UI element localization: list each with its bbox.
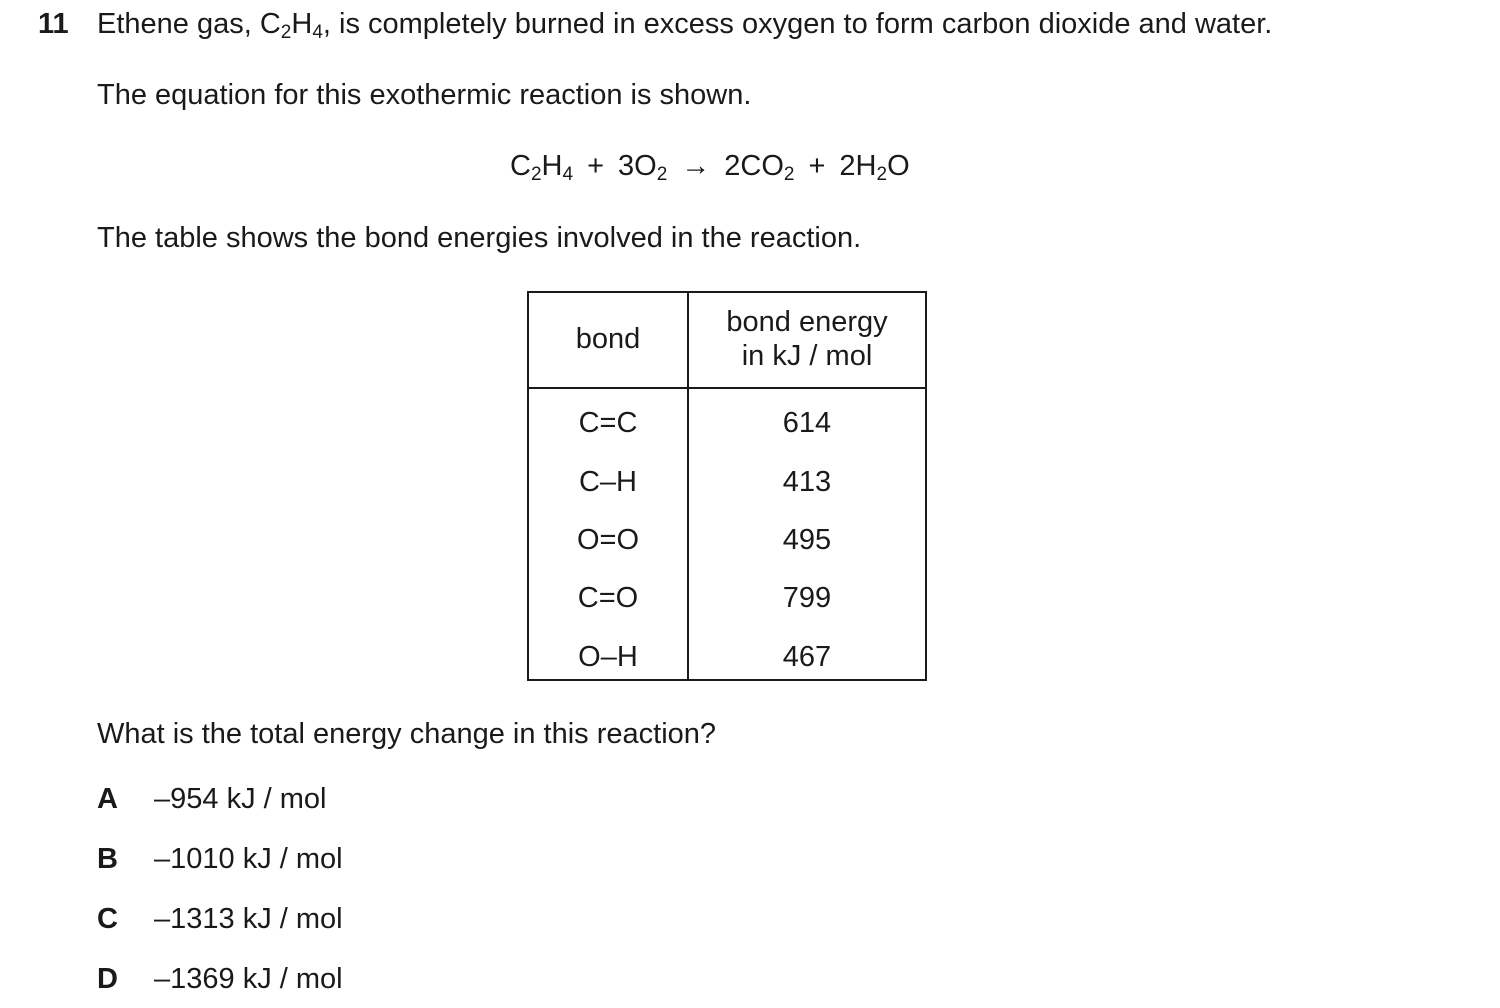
product-carbon-dioxide: $2CO_2$ bbox=[724, 150, 795, 185]
option-b-letter[interactable]: B bbox=[97, 843, 118, 875]
option-b-text[interactable]: –1010 kJ / mol bbox=[154, 843, 343, 875]
bond-cell: O–H bbox=[578, 641, 638, 673]
option-a-text[interactable]: –954 kJ / mol bbox=[154, 783, 327, 815]
question-intro bbox=[97, 8, 1272, 41]
option-a-letter[interactable]: A bbox=[97, 783, 118, 815]
header-energy-line1: bond energy bbox=[726, 306, 888, 338]
bond-cell: C=O bbox=[577, 582, 639, 614]
header-energy-line2: in kJ / mol bbox=[741, 340, 873, 372]
question-prompt: What is the total energy change in this reaction? bbox=[97, 718, 717, 750]
reaction-arrow: → bbox=[681, 150, 711, 182]
intro-subscript-4: 4 bbox=[312, 22, 323, 43]
product-water: $2H_2O$ bbox=[839, 150, 910, 185]
bond-cell: O=O bbox=[576, 524, 640, 556]
intro-text-post: , is completely burned in excess oxygen to form carbon dioxide and water. bbox=[322, 8, 1273, 40]
question-number: 11 bbox=[38, 8, 69, 40]
plus-sign: + bbox=[587, 150, 604, 182]
reactant-ethene: $C_2H_4$ bbox=[510, 150, 574, 185]
bond-energy-table bbox=[527, 291, 927, 681]
intro-subscript-2: 2 bbox=[280, 22, 292, 43]
intro-text-pre: Ethene gas, C bbox=[97, 8, 281, 40]
reactant-oxygen: $3O_2$ bbox=[618, 150, 668, 185]
equation-sentence: The equation for this exothermic reaction is shown. bbox=[97, 79, 752, 111]
chemical-equation bbox=[510, 150, 910, 183]
bond-cell: C=C bbox=[578, 407, 638, 439]
intro-text-h: H bbox=[291, 8, 313, 40]
energy-cell: 467 bbox=[782, 641, 832, 673]
table-header-divider bbox=[529, 387, 925, 389]
plus-sign: + bbox=[808, 150, 826, 182]
energy-cell: 495 bbox=[782, 524, 832, 556]
energy-cell: 413 bbox=[782, 466, 832, 498]
option-d-text[interactable]: –1369 kJ / mol bbox=[154, 963, 343, 995]
option-c-text[interactable]: –1313 kJ / mol bbox=[154, 903, 343, 935]
energy-cell: 799 bbox=[782, 582, 832, 614]
option-d-letter[interactable]: D bbox=[97, 963, 118, 995]
table-sentence: The table shows the bond energies involved in the reaction. bbox=[97, 222, 862, 254]
bond-cell: C–H bbox=[578, 466, 637, 498]
header-bond: bond bbox=[575, 323, 641, 355]
option-c-letter[interactable]: C bbox=[97, 903, 118, 935]
energy-cell: 614 bbox=[782, 407, 832, 439]
